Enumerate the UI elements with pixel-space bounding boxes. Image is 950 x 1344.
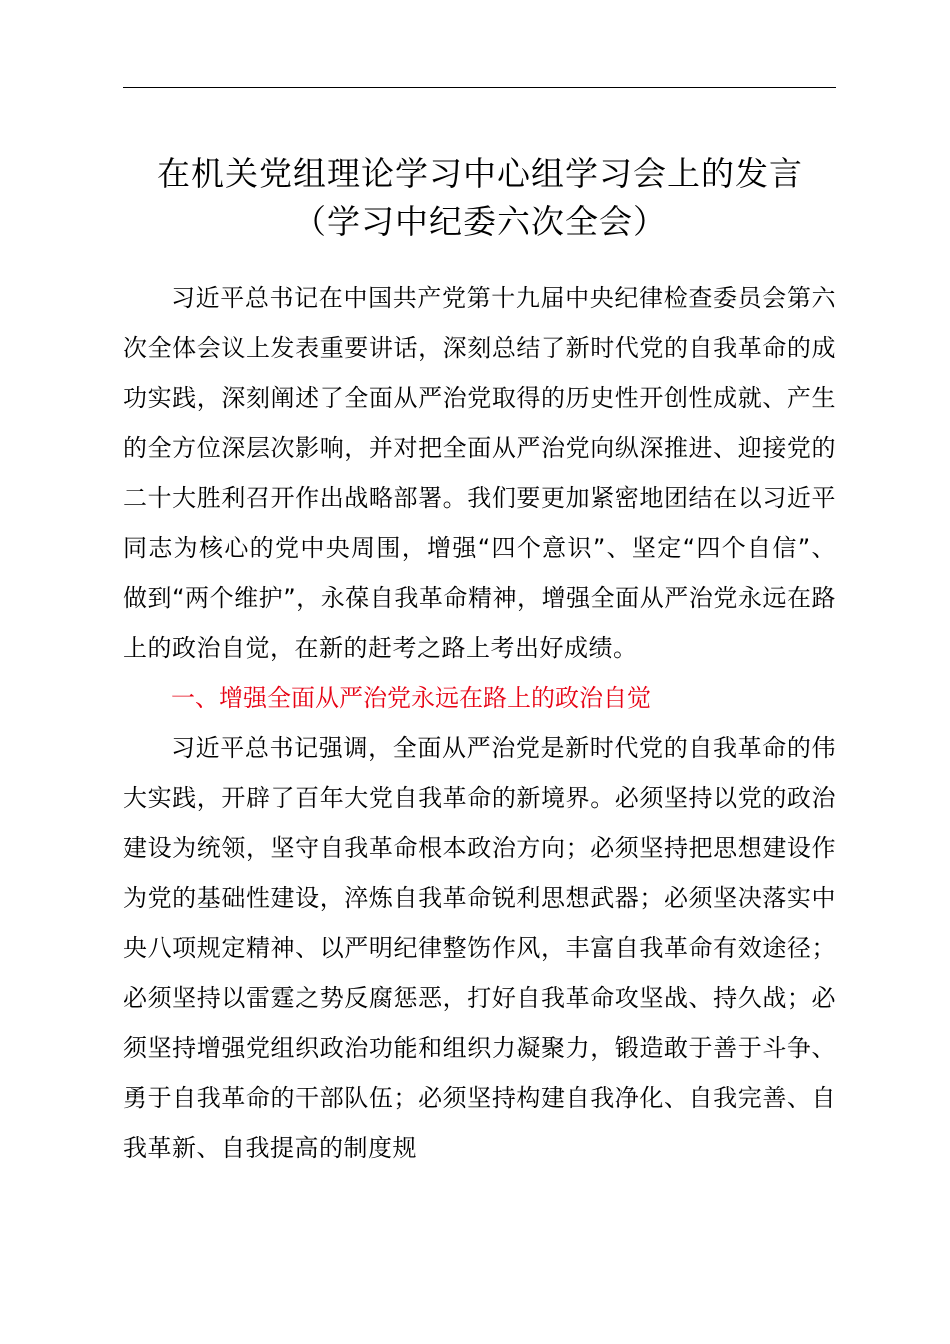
body-paragraph-2: 习近平总书记强调，全面从严治党是新时代党的自我革命的伟大实践，开辟了百年大党自我革命的新境界。必须坚持以党的政治建设为统领，坚守自我革命根本政治方向；必须坚持把思想建设作为党的基础性建设，淬炼自我革命锐利思想武器；必须坚决落实中央八项规定精神、以严明纪律整饬作风，丰富自我革命有效途径；必须坚持以雷霆之势反腐惩恶，打好自我革命攻坚战、持久战；必须坚持增强党组织政治功能和组织力凝聚力，锻造敢于善于斗争、勇于自我革命的干部队伍；必须坚持构建自我净化、自我完善、自我革新、自我提高的制度规 — [123, 734, 836, 1162]
document-title: 在机关党组理论学习中心组学习会上的发言 — [157, 154, 803, 193]
document-body — [123, 273, 836, 1173]
section-heading-1: 一、增强全面从严治党永远在路上的政治自觉 — [171, 684, 651, 712]
header-rule — [123, 87, 836, 88]
title-block — [100, 150, 860, 246]
body-paragraph-1: 习近平总书记在中国共产党第十九届中央纪律检查委员会第六次全体会议上发表重要讲话，深刻总结了新时代党的自我革命的成功实践，深刻阐述了全面从严治党取得的历史性开创性成就、产生的全方位深层次影响，并对把全面从严治党向纵深推进、迎接党的二十大胜利召开作出战略部署。我们要更加紧密地团结在以习近平同志为核心的党中央周围，增强“四个意识”、坚定“四个自信”、做到“两个维护”，永葆自我革命精神，增强全面从严治党永远在路上的政治自觉，在新的赶考之路上考出好成绩。 — [123, 284, 836, 662]
document-subtitle: （学习中纪委六次全会） — [293, 202, 667, 241]
